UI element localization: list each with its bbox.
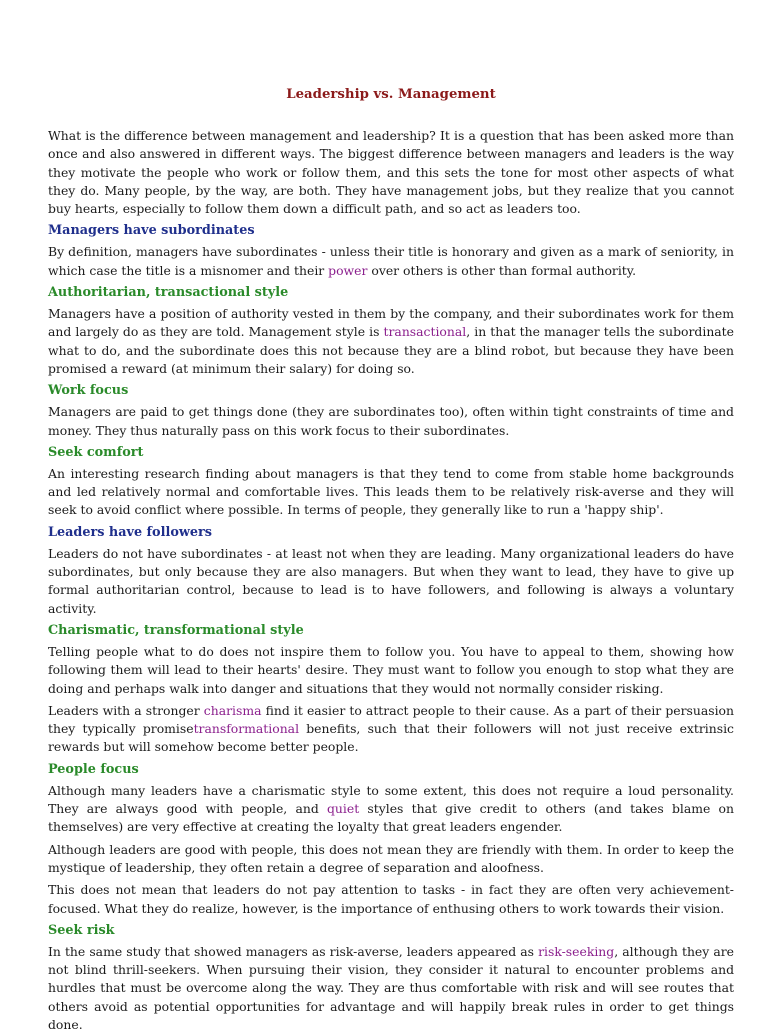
heading-work-focus: Work focus	[48, 383, 129, 399]
keyword-link[interactable]: transactional	[383, 324, 467, 340]
text-segment: In the same study that showed managers as risk-averse, leaders appeared as	[48, 943, 539, 959]
text-segment: find it easier to attract people to their cause. As a part of their persuasion they typically promise	[48, 702, 735, 737]
paragraph-work-focus: Managers are paid to get things done (they are subordinates too), often within tight constraints of time and money. They thus naturally pass on this work focus to their subordinates.	[48, 404, 734, 438]
text-segment: styles that give credit to others (and takes blame on themselves) are very effective at creating the loyalty that great leaders engender.	[48, 801, 734, 835]
keyword-link[interactable]: power	[328, 262, 368, 278]
paragraph-seek-comfort: An interesting research finding about managers is that they tend to come from stable home backgrounds and led relatively normal and comfortable lives. This leads them to be relatively risk-averse and they will seek to avoid conflict where possible. In terms of people, they generally like to run a 'happy ship'.	[48, 465, 734, 518]
text-segment: Managers have a position of authority vested in them by the company, and their subordinates work for them and largely do as they are told. Management style is	[48, 306, 734, 340]
text-segment: benefits, such that their followers will not just receive extrinsic rewards but will somehow become better people.	[48, 721, 734, 755]
text-segment: Although many leaders have a charismatic style to some extent, this does not require a loud personality. They are always good with people, and	[48, 782, 734, 817]
text-segment: , although they are not blind thrill-seekers. When pursuing their vision, they consider it natural to encounter problems and hurdles that must be overcome along the way. They are thus comfortable with risk and will see routes that others avoid as potential opportunities for advantage and will happily break rules in order to get things done.	[48, 943, 734, 1032]
keyword-link[interactable]: transformational	[193, 721, 300, 737]
text-segment: over others is other than formal authority.	[367, 262, 637, 278]
text-segment: , in that the manager tells the subordinate what to do, and the subordinate does this not because they are a blind robot, but because they have been promised a reward (at minimum their salary) for doing so.	[48, 324, 734, 376]
text-segment: By definition, managers have subordinates - unless their title is honorary and given as a mark of seniority, in which case the title is a misnomer and their	[48, 244, 734, 278]
intro-paragraph: What is the difference between management and leadership? It is a question that has been asked more than once and also answered in different ways. The biggest difference between managers and leaders is the way they motivate the people who work or follow them, and this sets the tone for most other aspects of what they do. Many people, by the way, are both. They have management jobs, but they realize that you cannot buy hearts, especially to follow them down a difficult path, and so act as leaders too.	[48, 128, 734, 217]
heading-authoritarian-style: Authoritarian, transactional style	[48, 285, 289, 301]
paragraph-managers-have-subordinates	[48, 243, 734, 280]
heading-seek-risk: Seek risk	[48, 922, 115, 938]
paragraph-authoritarian-style	[48, 305, 734, 378]
paragraph-seek-risk	[48, 943, 734, 1034]
heading-managers-have-subordinates: Managers have subordinates	[48, 223, 255, 239]
paragraph-charismatic-style-1: Telling people what to do does not inspire them to follow you. You have to appeal to them, showing how following them will lead to their hearts' desire. They must want to follow you enough to stop what they are doing and perhaps walk into danger and situations that they would not normally consider risking.	[48, 643, 734, 696]
paragraph-people-focus-2: Although leaders are good with people, this does not mean they are friendly with them. In order to keep the mystique of leadership, they often retain a degree of separation and aloofness.	[48, 841, 734, 875]
keyword-link[interactable]: risk-seeking	[538, 943, 615, 959]
heading-leaders-have-followers: Leaders have followers	[48, 524, 212, 540]
paragraph-people-focus-1	[48, 782, 734, 837]
paragraph-leaders-have-followers: Leaders do not have subordinates - at least not when they are leading. Many organizational leaders do have subordinates, but only because they are also managers. But when they want to lead, they have to give up formal authoritarian control, because to lead is to have followers, and following is always a voluntary activity.	[48, 545, 734, 616]
paragraph-people-focus-3: This does not mean that leaders do not pay attention to tasks - in fact they are often very achievement-focused. What they do realize, however, is the importance of enthusing others to work towards their vision.	[48, 882, 734, 916]
keyword-link[interactable]: quiet	[326, 801, 360, 817]
paragraph-charismatic-style-2	[48, 702, 734, 757]
document-title: Leadership vs. Management	[286, 87, 496, 102]
heading-people-focus: People focus	[48, 761, 139, 777]
keyword-link[interactable]: charisma	[203, 702, 262, 718]
heading-charismatic-style: Charismatic, transformational style	[48, 622, 304, 638]
text-segment: Leaders with a stronger	[48, 702, 204, 718]
heading-seek-comfort: Seek comfort	[48, 444, 144, 460]
